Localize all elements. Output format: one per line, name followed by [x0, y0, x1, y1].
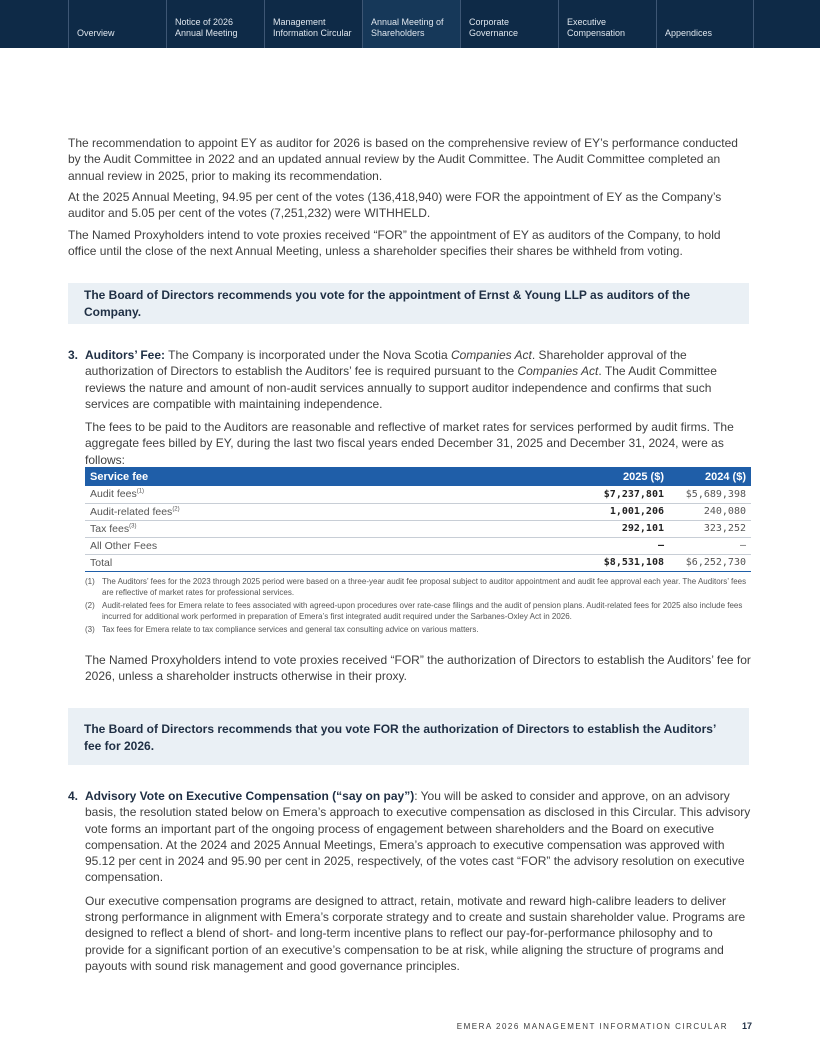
value-2025: – [577, 537, 669, 554]
value-2025: 1,001,206 [577, 503, 669, 520]
service-cell [85, 537, 577, 554]
item-3-paragraph-2: The fees to be paid to the Auditors are reasonable and reflective of market rates for services performed by audit firms. The aggregate fees billed by EY, during the last two fiscal years ended December 31, 2025 and December 31, 2024, were as follows: [85, 420, 734, 467]
tab-corporate-governance[interactable] [460, 0, 558, 48]
footnote [85, 577, 753, 598]
service-name: Audit-related fees [90, 505, 173, 518]
table-row [85, 503, 751, 520]
page-number: 17 [741, 1021, 752, 1031]
item-3-auditors-fee [68, 347, 752, 468]
value-2024: 240,080 [669, 503, 751, 520]
table-row [85, 520, 751, 537]
tab-label: Annual Meeting of [371, 17, 444, 27]
service-cell [85, 503, 577, 520]
item-4-paragraph-2: Our executive compensation programs are designed to attract, retain, motivate and reward high-calibre leaders to deliver strong performance in alignment with Emera’s corporate strategy and to create and sustain shareholder value. Programs are designed to reflect a blend of short- and long-term incentive plans to reflect our pay-for-performance philosophy and to provide for a significant portion of an executive’s compensation to be at risk, while aligning the structure of programs and payouts with sound risk management and good governance principles. [85, 893, 746, 973]
column-header: 2024 ($) [669, 467, 751, 486]
column-header: Service fee [85, 467, 577, 486]
tab-management-information-circular[interactable] [264, 0, 362, 48]
top-navigation [0, 0, 820, 48]
footnote-ref: (1) [136, 488, 145, 495]
tab-label: Management [273, 17, 326, 27]
value-2024: 323,252 [669, 520, 751, 537]
tab-label: Executive [567, 17, 607, 27]
tab-annual-meeting-of-shareholders[interactable] [362, 0, 460, 48]
service-cell [85, 554, 577, 571]
callout-text: The Board of Directors recommends that you vote FOR the authorization of Directors to establish the Auditors’ fee for 2026. [84, 722, 716, 753]
item-4-say-on-pay [68, 788, 752, 974]
value-2024: $6,252,730 [669, 554, 751, 571]
item-4-paragraph-1 [85, 788, 752, 886]
table-header-row [85, 467, 751, 486]
service-cell [85, 520, 577, 537]
item-text: The Company is incorporated under the Nova Scotia [165, 348, 451, 362]
item-3-paragraph-1 [85, 347, 752, 412]
footnote-number: (3) [85, 625, 95, 634]
table-row [85, 537, 751, 554]
column-header: 2025 ($) [577, 467, 669, 486]
tab-label: Appendices [665, 28, 713, 38]
item-text: . Shareholder approval of the authorization of Directors to establish the Auditors’ fee is required pursuant to the [85, 348, 687, 379]
footnote [85, 601, 753, 622]
item-lead: Auditors’ Fee: [85, 348, 166, 362]
footnote-text: Audit-related fees for Emera relate to fees associated with agreed-upon procedures over rate-case filings and the audit of pension plans. Audit-related fees for 2025 also include fees incurred for additional work performed in preparation of Emera’s first integrated audit required under the Sarbanes-Oxley Act in 2026. [102, 601, 743, 621]
tab-label: Compensation [567, 28, 626, 38]
service-name: Tax fees [90, 522, 130, 535]
footer-title: EMERA 2026 MANAGEMENT INFORMATION CIRCULAR [456, 1022, 728, 1031]
service-name: Total [90, 556, 113, 569]
footnote-ref: (2) [172, 506, 180, 512]
item-text: . The Audit Committee reviews the nature and amount of non-audit services annually to support auditor independence and confirms that such services are compatible with maintaining independence. [85, 364, 717, 411]
tab-notice-of-annual-meeting[interactable] [166, 0, 264, 48]
item-number: 3. [68, 348, 79, 362]
tab-label: Notice of 2026 [175, 17, 234, 27]
tab-label: Information Circular [273, 28, 352, 38]
tab-appendices[interactable] [656, 0, 754, 48]
footnote-text: Tax fees for Emera relate to tax compliance services and general tax consulting advice on various matters. [102, 625, 479, 634]
auditor-fee-table [85, 467, 751, 572]
value-2025: $8,531,108 [577, 554, 669, 571]
table-row-total [85, 554, 751, 571]
callout-text: The Board of Directors recommends you vote for the appointment of Ernst & Young LLP as auditors of the Company. [84, 288, 691, 319]
act-name: Companies Act [517, 364, 599, 379]
footnote-number: (2) [85, 601, 95, 610]
service-name: All Other Fees [90, 539, 158, 552]
item-lead: Advisory Vote on Executive Compensation (“say on pay”) [85, 789, 415, 803]
service-name: Audit fees [90, 488, 137, 501]
value-2025: 292,101 [577, 520, 669, 537]
after-table-paragraph: The Named Proxyholders intend to vote proxies received “FOR” the authorization of Directors to establish the Auditors’ fee for 2026, unless a shareholder instructs otherwise in their proxy. [85, 653, 751, 684]
tab-label: Corporate [469, 17, 510, 27]
page-footer [0, 1021, 752, 1031]
footnote [85, 625, 753, 636]
tab-executive-compensation[interactable] [558, 0, 656, 48]
value-2024: – [669, 537, 751, 554]
board-recommendation-auditors [68, 283, 749, 324]
tab-label: Annual Meeting [175, 28, 238, 38]
tab-overview[interactable] [68, 0, 166, 48]
footnote-text: The Auditors’ fees for the 2023 through 2025 period were based on a three-year audit fee proposal subject to auditor appointment and audit fee approval each year. The Auditors’ fees are reflective of market rates for professional services. [102, 577, 747, 597]
intro-paragraph-2: At the 2025 Annual Meeting, 94.95 per cent of the votes (136,418,940) were FOR the appointment of EY as the Company’s auditor and 5.05 per cent of the votes (7,251,232) were WITHHELD. [68, 190, 722, 221]
table-footnotes [85, 577, 753, 639]
value-2024: $5,689,398 [669, 486, 751, 503]
footnote-number: (1) [85, 577, 95, 586]
service-cell [85, 486, 577, 503]
intro-paragraph-3: The Named Proxyholders intend to vote proxies received “FOR” the appointment of EY as auditors of the Company, to hold office until the close of the next Annual Meeting, unless a shareholder specifies their shares be withheld from voting. [68, 228, 721, 259]
value-2025: $7,237,801 [577, 486, 669, 503]
tab-label: Shareholders [371, 28, 425, 38]
footnote-ref: (3) [129, 523, 137, 529]
item-number: 4. [68, 789, 79, 803]
act-name: Companies Act [450, 348, 532, 362]
tab-label: Overview [77, 28, 115, 38]
intro-paragraph-1: The recommendation to appoint EY as auditor for 2026 is based on the comprehensive review of EY’s performance conducted by the Audit Committee in 2022 and an updated annual review by the Audit Committee. The Audit Committee completed an annual review in 2025, prior to making its recommendation. [68, 136, 738, 183]
board-recommendation-auditors-fee [68, 708, 749, 765]
table-row [85, 486, 751, 503]
item-text: : You will be asked to consider and approve, on an advisory basis, the resolution stated below on Emera’s approach to executive compensation as disclosed in this Circular. This advisory vote forms an important part of the ongoing process of engagement between shareholders and the Board on executive compensation. At the 2024 and 2025 Annual Meetings, Emera’s approach to executive compensation was approved with 95.12 per cent in 2024 and 95.90 per cent in 2025, respectively, of the votes cast “FOR” the advisory resolution on executive compensation. [85, 789, 751, 885]
tab-label: Governance [469, 28, 519, 38]
